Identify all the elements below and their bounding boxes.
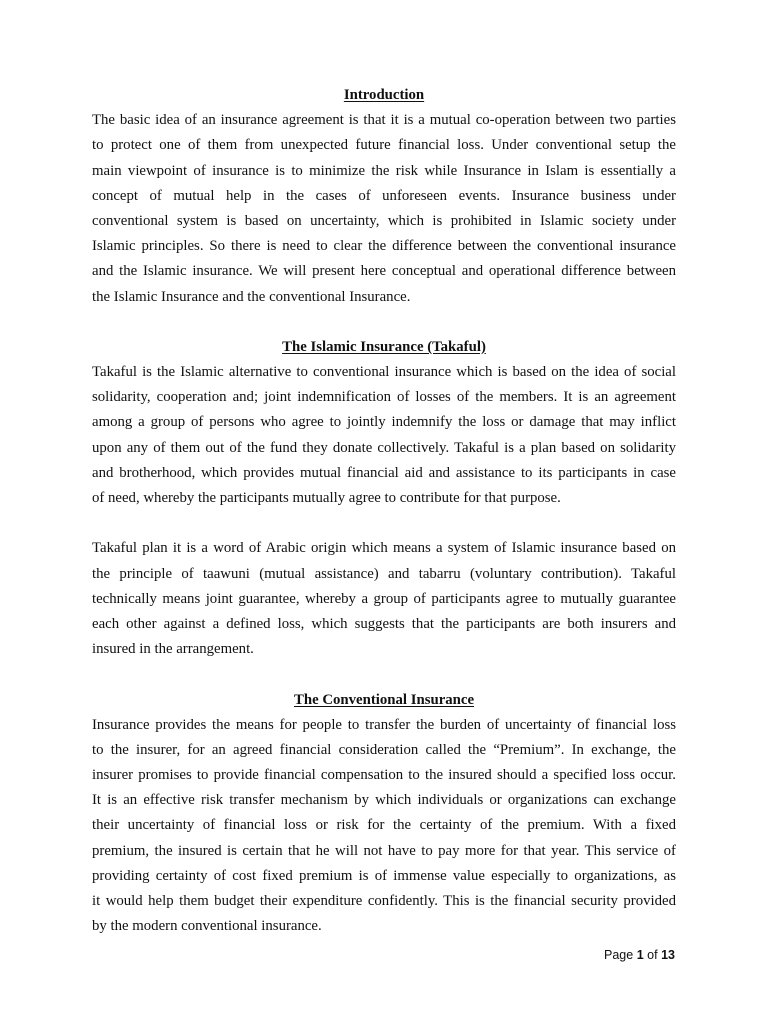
text-line: insured in the arrangement. [92, 641, 254, 658]
page-number-footer [604, 946, 675, 964]
paragraph-spacer [92, 511, 676, 536]
text-line: insurer promises to provide financial compensation to the insured should a specified loss occur. [92, 767, 676, 784]
text-line: It is an effective risk transfer mechanism by which individuals or organizations can exchange [92, 792, 676, 809]
document-page [92, 83, 676, 939]
section-heading-introduction: Introduction [343, 87, 425, 103]
paragraph [92, 536, 676, 662]
text-line: technically means joint guarantee, whereby a group of participants agree to mutually guarantee [92, 590, 676, 607]
text-line: The basic idea of an insurance agreement is that it is a mutual co-operation between two parties [92, 112, 676, 129]
paragraph-spacer [92, 662, 676, 687]
text-line: conventional system is based on uncertainty, which is prohibited in Islamic society under [92, 212, 676, 229]
text-line: Insurance provides the means for people to transfer the burden of uncertainty of financial loss [92, 716, 676, 733]
text-line: Takaful is the Islamic alternative to conventional insurance which is based on the idea of social [92, 364, 676, 381]
text-line: their uncertainty of financial loss or risk for the certainty of the premium. With a fixed [92, 817, 676, 834]
section-heading-conventional-insurance: The Conventional Insurance [293, 691, 475, 708]
text-line: it would help them budget their expenditure confidently. This is the financial security provided [92, 893, 676, 909]
text-line: Islamic principles. So there is need to clear the difference between the conventional insurance [92, 238, 676, 255]
text-line: upon any of them out of the fund they donate collectively. Takaful is a plan based on solidarity [92, 439, 676, 456]
page-of-label: of [647, 948, 658, 962]
text-line: and the Islamic insurance. We will present here conceptual and operational difference between [92, 263, 676, 280]
text-line: main viewpoint of insurance is to minimize the risk while Insurance in Islam is essentially a [92, 162, 676, 179]
text-line: providing certainty of cost fixed premium is of immense value especially to organizations, as [92, 867, 676, 884]
text-line: among a group of persons who agree to jointly indemnify the loss or damage that may inflict [92, 414, 676, 431]
text-line: concept of mutual help in the cases of unforeseen events. Insurance business under [92, 187, 676, 204]
paragraph [92, 360, 676, 511]
text-line: the principle of taawuni (mutual assistance) and tabarru (voluntary contribution). Takaful [92, 565, 676, 582]
text-line: by the modern conventional insurance. [92, 918, 322, 935]
text-line: each other against a defined loss, which suggests that the participants are both insurers and [92, 615, 676, 632]
paragraph [92, 108, 676, 310]
page-number: 1 [636, 948, 644, 962]
section-heading-islamic-insurance: The Islamic Insurance (Takaful) [282, 338, 486, 355]
text-line: the Islamic Insurance and the conventional Insurance. [92, 288, 411, 305]
text-line: of need, whereby the participants mutually agree to contribute for that purpose. [92, 490, 561, 506]
text-line: to the insurer, for an agreed financial consideration called the “Premium”. In exchange, the [92, 741, 676, 758]
page-label: Page [604, 948, 634, 962]
text-line: to protect one of them from unexpected future financial loss. Under conventional setup the [92, 137, 676, 154]
text-line: solidarity, cooperation and; joint indemnification of losses of the members. It is an agreement [92, 389, 676, 406]
text-line: premium, the insured is certain that he will not have to pay more for that year. This service of [92, 842, 676, 859]
text-line: Takaful plan it is a word of Arabic origin which means a system of Islamic insurance based on [92, 540, 676, 557]
page-total: 13 [661, 948, 675, 962]
paragraph [92, 713, 676, 940]
paragraph-spacer [92, 310, 676, 335]
text-line: and brotherhood, which provides mutual financial aid and assistance to its participants in case [92, 464, 676, 481]
